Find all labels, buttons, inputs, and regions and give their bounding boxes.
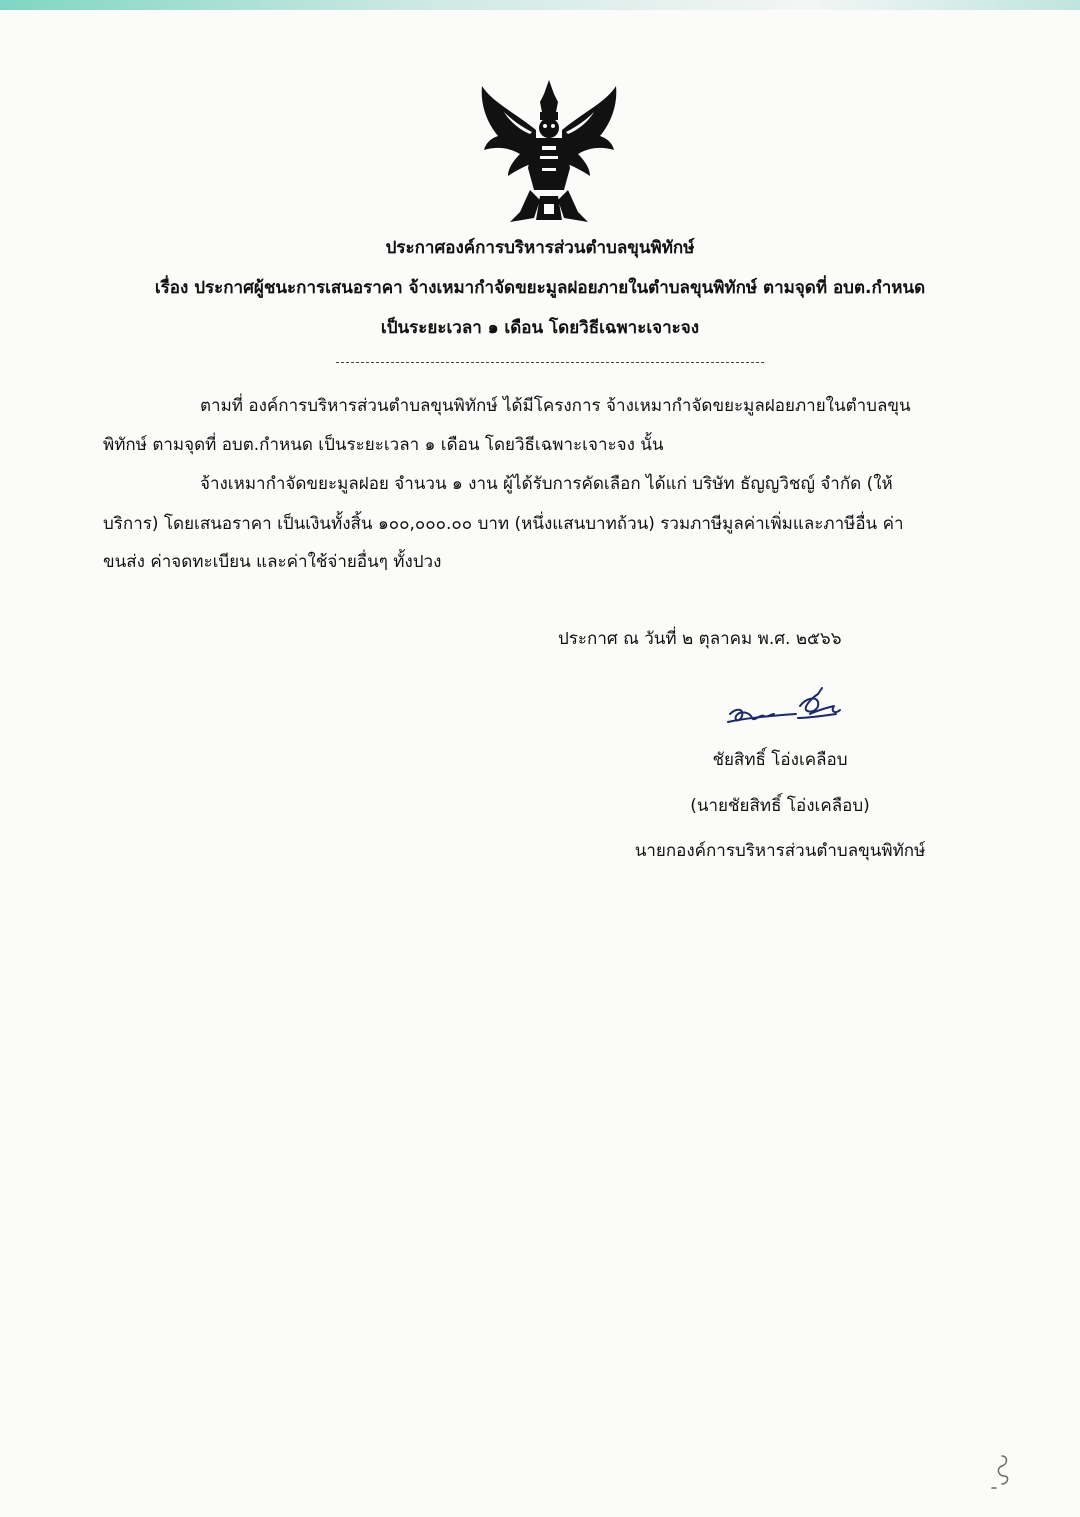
- paragraph-2-line-1: จ้างเหมากำจัดขยะมูลฝอย จำนวน ๑ งาน ผู้ได้รับการคัดเลือก ได้แก่ บริษัท ธัญญวิชญ์ จำกัด (ให้: [200, 474, 893, 494]
- paragraph-2-line-3: ขนส่ง ค่าจดทะเบียน และค่าใช้จ่ายอื่นๆ ทั้งปวง: [103, 552, 442, 572]
- scan-top-band: [0, 0, 1080, 10]
- signatory-name: ชัยสิทธิ์ โอ่งเคลือบ: [712, 750, 848, 770]
- signatory-position: นายกองค์การบริหารส่วนตำบลขุนพิทักษ์: [634, 841, 926, 861]
- announcement-title: ประกาศองค์การบริหารส่วนตำบลขุนพิทักษ์: [385, 238, 695, 258]
- subject-line-1: เรื่อง ประกาศผู้ชนะการเสนอราคา จ้างเหมากำจัดขยะมูลฝอยภายในตำบลขุนพิทักษ์ ตามจุดที่ อบต.กำหนด: [154, 278, 926, 298]
- paragraph-1-line-1: ตามที่ องค์การบริหารส่วนตำบลขุนพิทักษ์ ได้มีโครงการ จ้างเหมากำจัดขยะมูลฝอยภายในตำบลขุน: [200, 396, 911, 416]
- handwritten-signature-icon: [726, 684, 846, 730]
- subject-line-2: เป็นระยะเวลา ๑ เดือน โดยวิธีเฉพาะเจาะจง: [380, 318, 700, 338]
- garuda-emblem-icon: [474, 72, 624, 232]
- ink-mark-icon: [986, 1452, 1016, 1492]
- signatory-full-name: (นายชัยสิทธิ์ โอ่งเคลือบ): [690, 796, 870, 816]
- paragraph-1-line-2: พิทักษ์ ตามจุดที่ อบต.กำหนด เป็นระยะเวลา ๑ เดือน โดยวิธีเฉพาะเจาะจง นั้น: [103, 435, 664, 455]
- separator-rule: [336, 362, 764, 363]
- paragraph-2-line-2: บริการ) โดยเสนอราคา เป็นเงินทั้งสิ้น ๑๐๐,๐๐๐.๐๐ บาท (หนึ่งแสนบาทถ้วน) รวมภาษีมูลค่าเพิ่มและภาษีอื่น ค่า: [103, 514, 904, 534]
- announcement-date: ประกาศ ณ วันที่ ๒ ตุลาคม พ.ศ. ๒๕๖๖: [558, 629, 842, 649]
